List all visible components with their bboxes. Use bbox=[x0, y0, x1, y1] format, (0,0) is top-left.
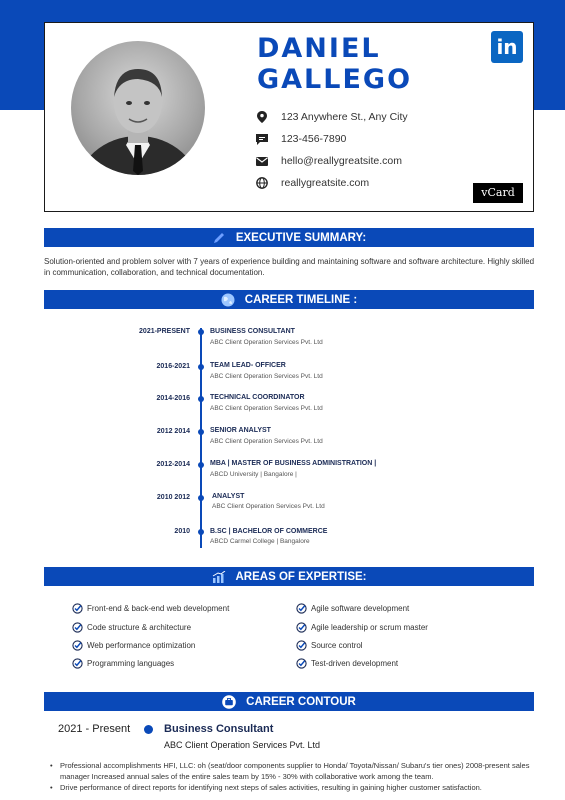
contact-address: 123 Anywhere St., Any City bbox=[255, 107, 515, 127]
chat-bubble-icon bbox=[255, 132, 269, 146]
contour-entry bbox=[58, 722, 273, 736]
timeline-dot bbox=[198, 329, 204, 335]
timeline-dot bbox=[198, 364, 204, 370]
timeline-title: SENIOR ANALYST bbox=[210, 427, 271, 434]
contour-dot bbox=[144, 725, 153, 734]
expertise-item: Programming languages bbox=[72, 656, 174, 670]
header-card bbox=[44, 22, 534, 212]
executive-summary-text: Solution-oriented and problem solver with 7 years of experience building and maintaining software and software architecture. Highly skilled in communication, collaboration, and technical documentation. bbox=[44, 257, 535, 277]
timeline-subtitle: ABCD Carmel College | Bangalore bbox=[210, 538, 310, 545]
timeline-date: 2021-PRESENT bbox=[139, 328, 190, 335]
timeline-subtitle: ABCD University | Bangalore | bbox=[210, 471, 297, 478]
contour-company: ABC Client Operation Services Pvt. Ltd bbox=[164, 740, 321, 750]
expertise-item: Source control bbox=[296, 638, 363, 652]
timeline-dot bbox=[198, 396, 204, 402]
expertise-item: Web performance optimization bbox=[72, 638, 195, 652]
timeline-title: BUSINESS CONSULTANT bbox=[210, 328, 295, 335]
timeline-dot bbox=[198, 429, 204, 435]
timeline-title: ANALYST bbox=[212, 493, 245, 500]
contact-email: hello@reallygreatsite.com bbox=[255, 151, 515, 171]
timeline-title: B.SC | BACHELOR OF COMMERCE bbox=[210, 528, 328, 535]
timeline-title: TECHNICAL COORDINATOR bbox=[210, 394, 305, 401]
expertise-item: Front-end & back-end web development bbox=[72, 601, 229, 615]
timeline-date: 2010 2012 bbox=[156, 494, 190, 501]
pen-icon bbox=[212, 231, 226, 245]
contact-phone: 123-456-7890 bbox=[255, 129, 515, 149]
check-circle-icon bbox=[72, 640, 83, 651]
expertise-item: Test-driven development bbox=[296, 656, 398, 670]
list-item: • Professional accomplishments HFI, LLC: oh (seat/door components supplier to Honda/ Toyota/Nissan/ Subaru's tier ones) 2008-present sales manager Increased annual sales of the entire sales team by 15% - 30% with collaborative work among the team. bbox=[48, 760, 548, 782]
timeline-subtitle: ABC Client Operation Services Pvt. Ltd bbox=[210, 339, 323, 346]
check-circle-icon bbox=[72, 658, 83, 669]
envelope-icon bbox=[255, 154, 269, 168]
check-circle-icon bbox=[296, 603, 307, 614]
contour-title: Business Consultant bbox=[164, 723, 274, 735]
list-item: • Drive performance of direct reports for identifying next steps of sales activities, resulting in gaining higher customer satisfaction. bbox=[48, 782, 548, 793]
profile-photo bbox=[71, 41, 205, 175]
contour-date: 2021 - Present bbox=[58, 723, 131, 735]
section-career-timeline: CAREER TIMELINE : bbox=[44, 290, 534, 309]
candidate-name: DANIEL GALLEGO bbox=[257, 33, 413, 95]
timeline-date: 2014-2016 bbox=[156, 395, 190, 402]
check-circle-icon bbox=[72, 622, 83, 633]
check-circle-icon bbox=[296, 640, 307, 651]
timeline-line bbox=[200, 328, 202, 548]
section-career-contour: CAREER CONTOUR bbox=[44, 692, 534, 711]
check-circle-icon bbox=[72, 603, 83, 614]
globe-icon bbox=[221, 293, 235, 307]
check-circle-icon bbox=[296, 622, 307, 633]
section-areas-of-expertise: AREAS OF EXPERTISE: bbox=[44, 567, 534, 586]
map-pin-icon bbox=[255, 110, 269, 124]
timeline-date: 2012 2014 bbox=[156, 428, 190, 435]
timeline-subtitle: ABC Client Operation Services Pvt. Ltd bbox=[210, 405, 323, 412]
timeline-date: 2012-2014 bbox=[156, 461, 190, 468]
chart-icon bbox=[212, 570, 226, 584]
globe-icon bbox=[255, 176, 269, 190]
timeline-title: MBA | MASTER OF BUSINESS ADMINISTRATION | bbox=[210, 460, 377, 467]
expertise-item: Code structure & architecture bbox=[72, 620, 191, 634]
check-circle-icon bbox=[296, 658, 307, 669]
contact-website: reallygreatsite.com bbox=[255, 173, 515, 193]
expertise-item: Agile leadership or scrum master bbox=[296, 620, 428, 634]
timeline-title: TEAM LEAD- OFFICER bbox=[210, 362, 286, 369]
contour-bullets bbox=[48, 760, 548, 793]
timeline-dot bbox=[198, 495, 204, 501]
timeline-dot bbox=[198, 462, 204, 468]
expertise-item: Agile software development bbox=[296, 601, 409, 615]
section-executive-summary: EXECUTIVE SUMMARY: bbox=[44, 228, 534, 247]
timeline-date: 2016-2021 bbox=[156, 363, 190, 370]
briefcase-icon bbox=[222, 695, 236, 709]
timeline-subtitle: ABC Client Operation Services Pvt. Ltd bbox=[210, 438, 323, 445]
timeline-dot bbox=[198, 529, 204, 535]
linkedin-icon[interactable]: in bbox=[491, 31, 523, 63]
timeline-date: 2010 bbox=[174, 528, 190, 535]
timeline-subtitle: ABC Client Operation Services Pvt. Ltd bbox=[210, 373, 323, 380]
timeline-subtitle: ABC Client Operation Services Pvt. Ltd bbox=[212, 503, 325, 510]
vcard-badge[interactable]: vCard bbox=[473, 183, 523, 203]
